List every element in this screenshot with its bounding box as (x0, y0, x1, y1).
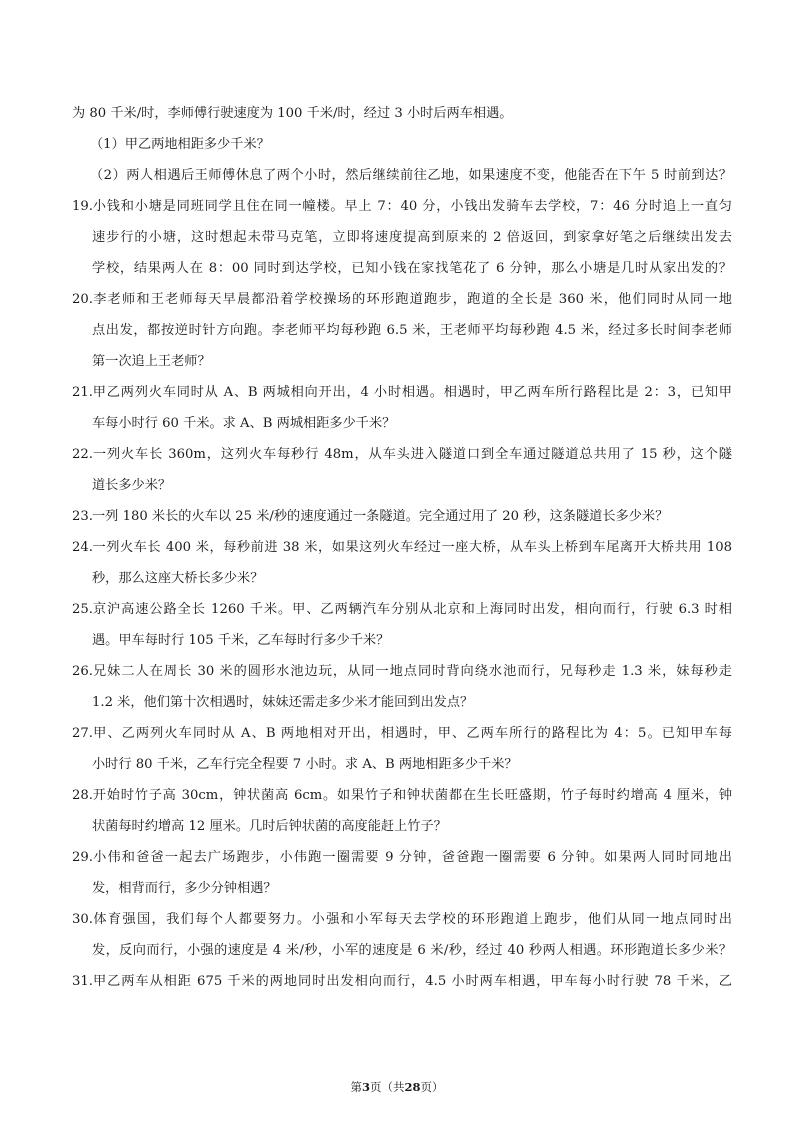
question-number: 23. (72, 509, 93, 524)
question-line-start (72, 501, 732, 532)
question-number: 19. (72, 199, 93, 214)
line-text: 状菌每时约增高 12 厘米。几时后钟状菌的高度能赶上竹子？ (92, 819, 447, 834)
line-text: 遇。甲车每时行 105 千米，乙车每时行多少千米？ (92, 633, 390, 648)
question-number: 28. (72, 788, 93, 803)
line-text: 一列 180 米长的火车以 25 米/秒的速度通过一条隧道。完全通过用了 20 秒，这条隧道长多少米？ (92, 509, 669, 524)
text-line (72, 253, 732, 284)
line-text: 发，反向而行，小强的速度是 4 米/秒，小军的速度是 6 米/秒，经过 40 秒两人相遇。环形跑道长多少米？ (92, 943, 732, 958)
line-text: 学校，结果两人在 8：00 同时到达学校，已知小钱在家找笔花了 6 分钟，那么小塘是几时从家出发的？ (92, 261, 732, 276)
line-text: 点出发，都按逆时针方向跑。李老师平均每秒跑 6.5 米，王老师平均每秒跑 4.5 米，经过多长时间李老师 (92, 323, 732, 338)
line-text: 一列火车长 360m，这列火车每秒行 48m，从车头进入隧道口到全车通过隧道总共用了 15 秒，这个隧 (92, 447, 732, 462)
question-line-start (72, 904, 732, 935)
line-text: 为 80 千米/时，李师傅行驶速度为 100 千米/时，经过 3 小时后两车相遇。 (72, 106, 513, 121)
question-number: 21. (72, 385, 93, 400)
question-line-start (72, 284, 732, 315)
line-text: 1.2 米，他们第十次相遇时，妹妹还需走多少米才能回到出发点？ (92, 695, 474, 710)
line-text: 道长多少米？ (92, 478, 172, 493)
question-number: 20. (72, 292, 93, 307)
text-line (72, 625, 732, 656)
question-line-start (72, 842, 732, 873)
question-line-start (72, 191, 732, 222)
question-line-start (72, 718, 732, 749)
line-text: 体育强国，我们每个人都要努力。小强和小军每天去学校的环形跑道上跑步，他们从同一地点同时出 (92, 912, 732, 927)
line-text: 李老师和王老师每天早晨都沿着学校操场的环形跑道跑步，跑道的全长是 360 米，他们同时从同一地 (92, 292, 732, 307)
line-text: 甲、乙两列火车同时从 A、B 两地相对开出，相遇时，甲、乙两车所行的路程比为 4：5。已知甲车每 (92, 726, 732, 741)
line-text: 甲乙两车从相距 675 千米的两地同时出发相向而行，4.5 小时两车相遇，甲车每小时行驶 78 千米，乙 (92, 974, 732, 989)
text-line (72, 935, 732, 966)
text-line (72, 408, 732, 439)
text-line (72, 687, 732, 718)
line-text: 甲乙两列火车同时从 A、B 两城相向开出，4 小时相遇。相遇时，甲乙两车所行路程比是 2：3，已知甲 (92, 385, 732, 400)
text-line (72, 129, 732, 160)
line-text: （1）甲乙两地相距多少千米？ (90, 137, 270, 152)
question-line-start (72, 780, 732, 811)
line-text: 兄妹二人在周长 30 米的圆形水池边玩，从同一地点同时背向绕水池而行，兄每秒走 1.3 米，妹每秒走 (92, 664, 732, 679)
text-line (72, 160, 732, 191)
question-number: 30. (72, 912, 93, 927)
current-page-number: 3 (361, 1080, 370, 1094)
total-page-count: 28 (404, 1080, 421, 1094)
text-line (72, 315, 732, 346)
line-text: 速步行的小塘，这时想起未带马克笔，立即将速度提高到原来的 2 倍返回，到家拿好笔之后继续出发去 (92, 230, 732, 245)
line-text: 发，相背而行，多少分钟相遇？ (92, 881, 277, 896)
question-number: 26. (72, 664, 93, 679)
question-line-start (72, 594, 732, 625)
question-line-start (72, 532, 732, 563)
text-line (72, 811, 732, 842)
question-line-start (72, 377, 732, 408)
question-line-start (72, 439, 732, 470)
page-footer (0, 1079, 794, 1095)
question-number: 25. (72, 602, 93, 617)
footer-middle: 页（共 (370, 1080, 405, 1094)
line-text: 一列火车长 400 米，每秒前进 38 米，如果这列火车经过一座大桥，从车头上桥到车尾离开大桥共用 108 (92, 540, 732, 555)
text-line (72, 749, 732, 780)
footer-suffix: 页） (420, 1080, 444, 1094)
text-line (72, 470, 732, 501)
line-text: （2）两人相遇后王师傅休息了两个小时，然后继续前往乙地，如果速度不变，他能否在下午 5 时前到达？ (90, 168, 732, 183)
footer-prefix: 第 (350, 1080, 362, 1094)
line-text: 开始时竹子高 30cm，钟状菌高 6cm。如果竹子和钟状菌都在生长旺盛期，竹子每时约增高 4 厘米，钟 (92, 788, 732, 803)
line-text: 小钱和小塘是同班同学且住在同一幢楼。早上 7：40 分，小钱出发骑车去学校，7：46 分时追上一直匀 (92, 199, 732, 214)
question-number: 29. (72, 850, 93, 865)
question-number: 31. (72, 974, 93, 989)
line-text: 小伟和爸爸一起去广场跑步，小伟跑一圈需要 9 分钟，爸爸跑一圈需要 6 分钟。如果两人同时同地出 (92, 850, 732, 865)
line-text: 秒，那么这座大桥长多少米？ (92, 571, 264, 586)
line-text: 第一次追上王老师？ (92, 354, 211, 369)
text-line (72, 346, 732, 377)
question-number: 24. (72, 540, 93, 555)
question-number: 27. (72, 726, 93, 741)
line-text: 车每小时行 60 千米。求 A、B 两城相距多少千米？ (92, 416, 396, 431)
line-text: 京沪高速公路全长 1260 千米。甲、乙两辆汽车分别从北京和上海同时出发，相向而行，行驶 6.3 时相 (92, 602, 732, 617)
question-list (72, 98, 732, 997)
text-line (72, 563, 732, 594)
line-text: 小时行 80 千米，乙车行完全程要 7 小时。求 A、B 两地相距多少千米？ (92, 757, 518, 772)
question-line-start (72, 966, 732, 997)
question-number: 22. (72, 447, 93, 462)
text-line (72, 873, 732, 904)
text-line (72, 222, 732, 253)
question-line-start (72, 656, 732, 687)
text-line (72, 98, 732, 129)
